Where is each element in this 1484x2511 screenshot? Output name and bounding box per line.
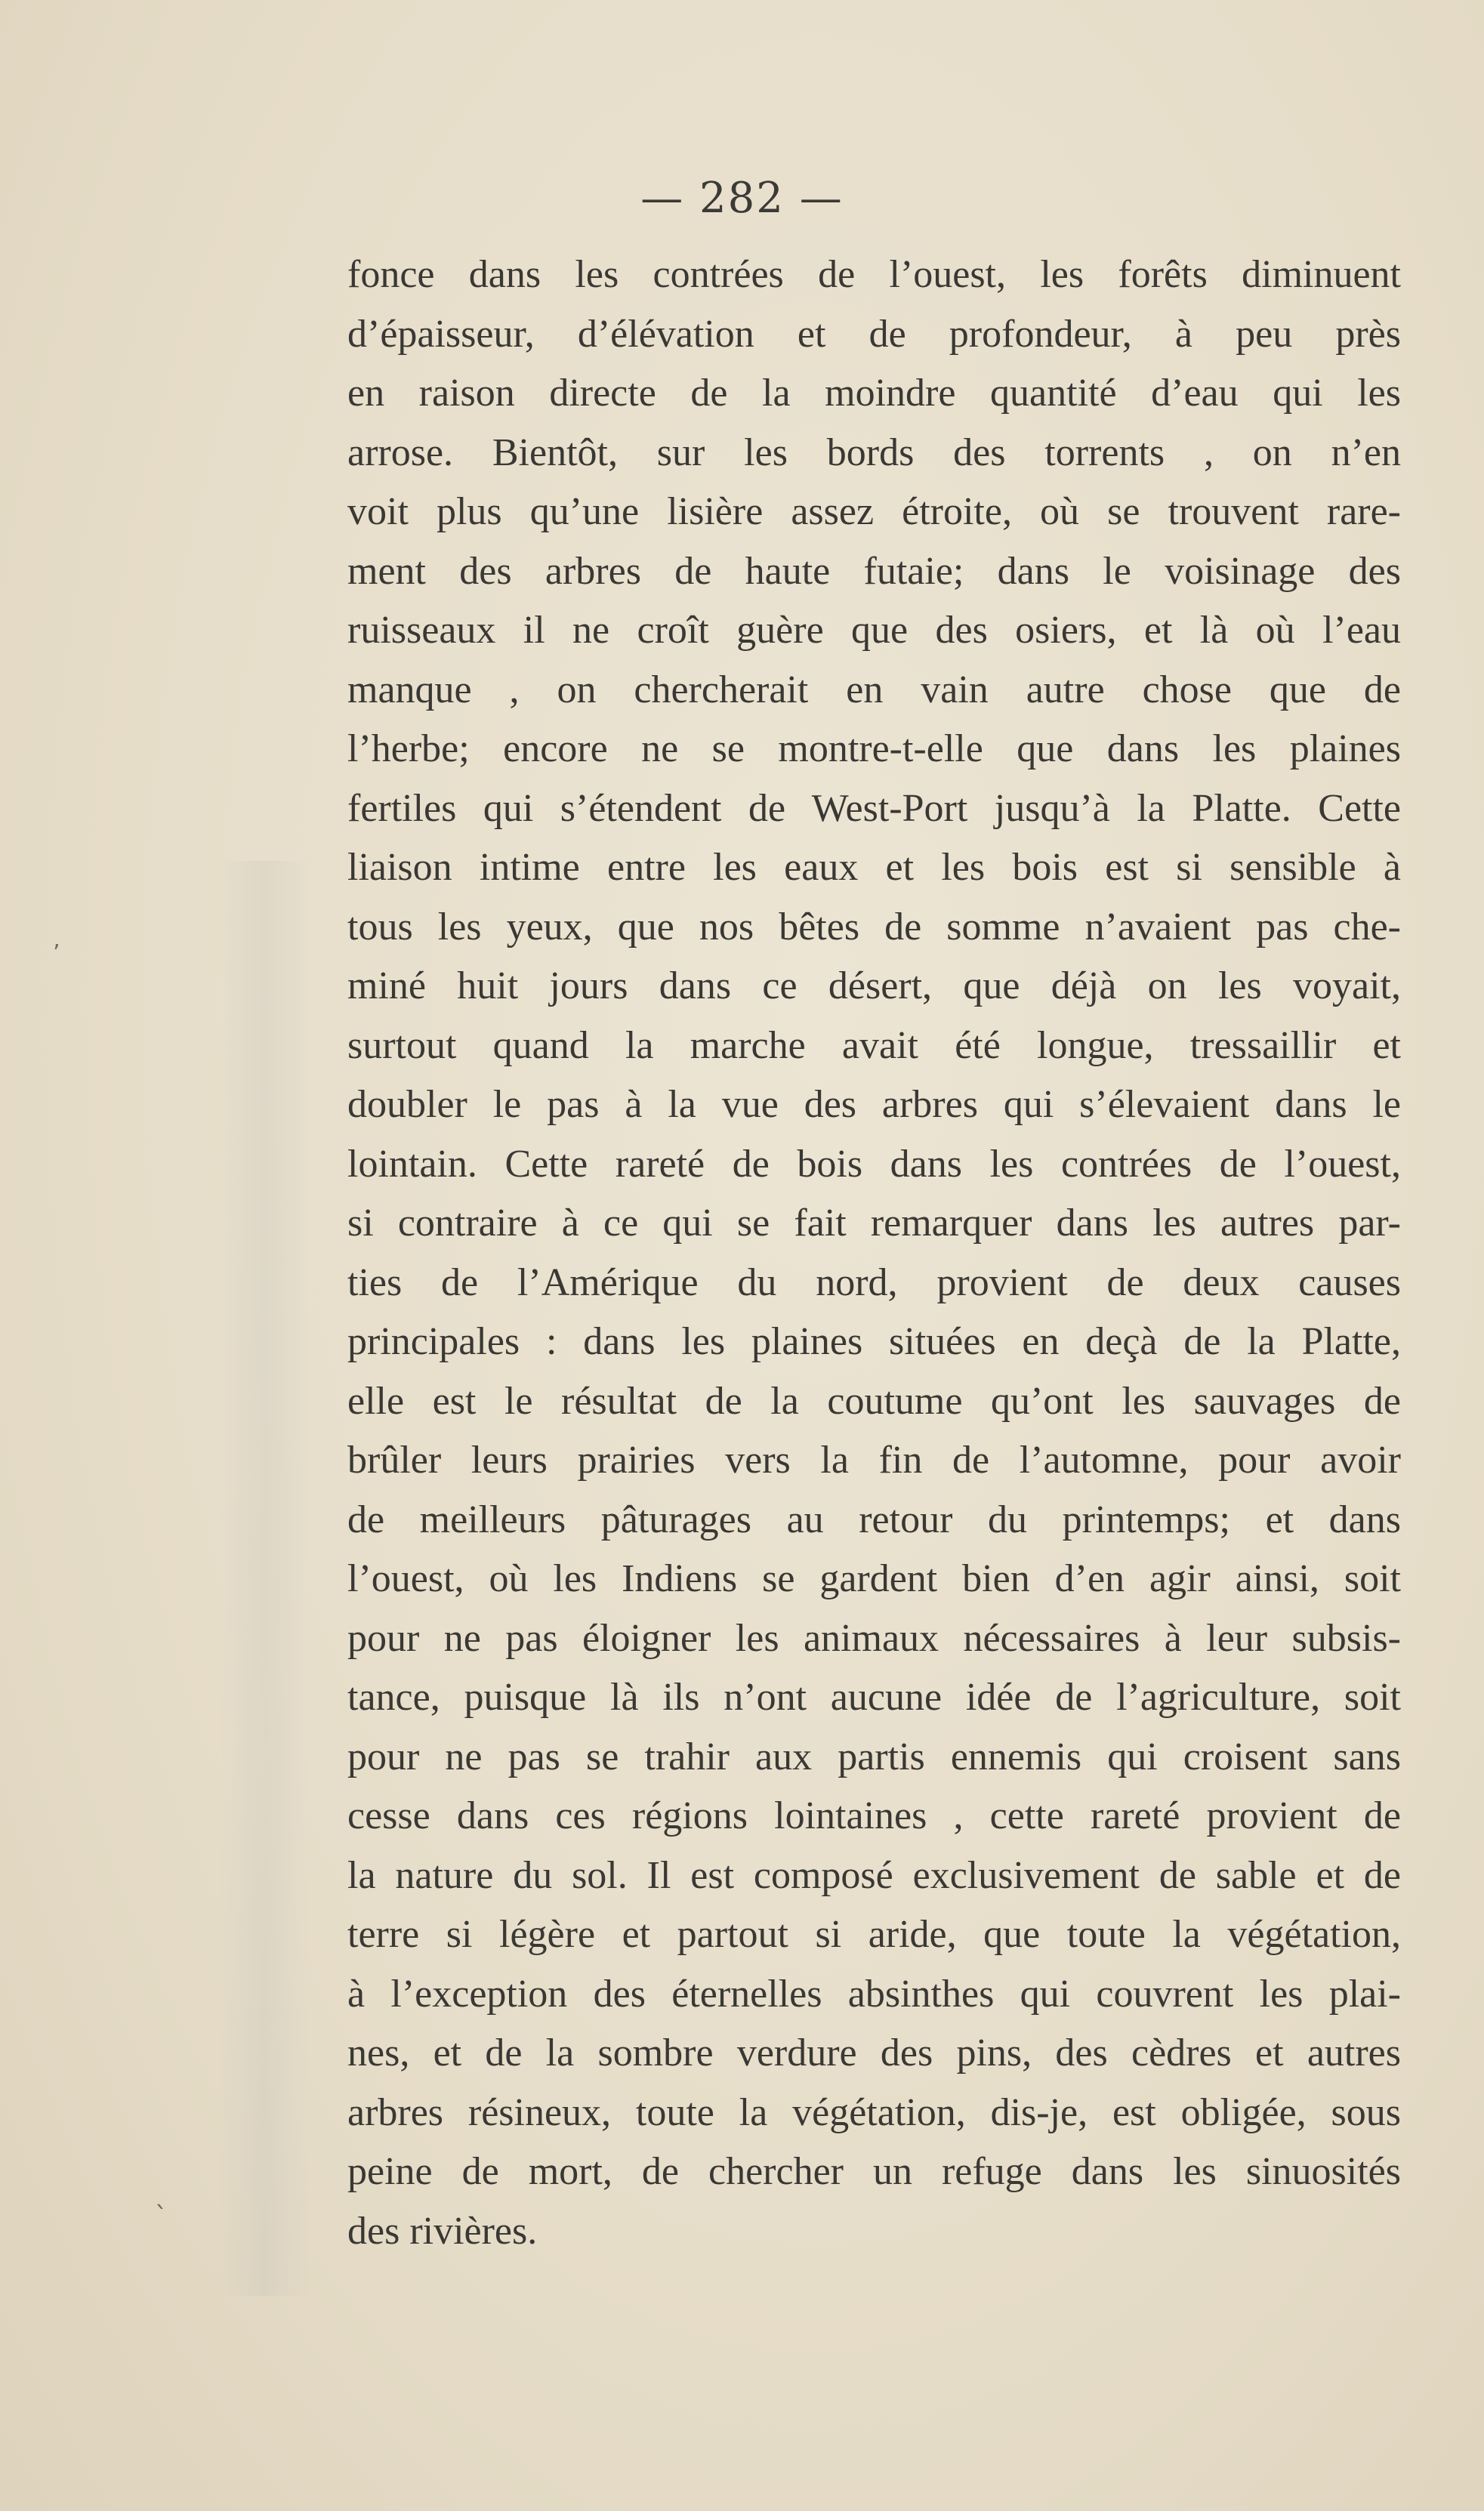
- text-line: manque , on chercherait en vain autre chose que de: [347, 668, 1401, 711]
- text-line: à l’exception des éternelles absinthes qui couvrent les plai-: [347, 1972, 1401, 2016]
- paper-speck: ˋ: [155, 2201, 168, 2232]
- text-line: nes, et de la sombre verdure des pins, des cèdres et autres: [347, 2031, 1401, 2075]
- text-line: cesse dans ces régions lointaines , cette rareté provient de: [347, 1794, 1401, 1837]
- text-body: [347, 245, 1401, 2261]
- text-line: fonce dans les contrées de l’ouest, les forêts diminuent: [347, 253, 1401, 296]
- text-line: ruisseaux il ne croît guère que des osiers, et là où l’eau: [347, 609, 1401, 652]
- text-line: peine de mort, de chercher un refuge dans les sinuosités: [347, 2150, 1401, 2193]
- show-through-bleed: [219, 861, 310, 2296]
- text-line: elle est le résultat de la coutume qu’ont les sauvages de: [347, 1379, 1401, 1423]
- text-line: surtout quand la marche avait été longue, tressaillir et: [347, 1023, 1401, 1067]
- text-line: doubler le pas à la vue des arbres qui s’élevaient dans le: [347, 1083, 1401, 1126]
- text-line: arbres résineux, toute la végétation, dis-je, est obligée, sous: [347, 2090, 1401, 2134]
- text-line: tance, puisque là ils n’ont aucune idée de l’agriculture, soit: [347, 1676, 1401, 1719]
- text-line: des rivières.: [347, 2209, 538, 2253]
- page-number: — 282 —: [640, 174, 844, 223]
- text-line: l’ouest, où les Indiens se gardent bien d’en agir ainsi, soit: [347, 1557, 1401, 1600]
- text-line: liaison intime entre les eaux et les bois est si sensible à: [347, 846, 1401, 889]
- text-line: ties de l’Amérique du nord, provient de deux causes: [347, 1260, 1401, 1304]
- text-line: pour ne pas éloigner les animaux nécessaires à leur subsis-: [347, 1616, 1401, 1660]
- text-line: l’herbe; encore ne se montre-t-elle que dans les plaines: [347, 727, 1401, 770]
- text-line: voit plus qu’une lisière assez étroite, où se trouvent rare-: [347, 490, 1401, 533]
- text-line: tous les yeux, que nos bêtes de somme n’avaient pas che-: [347, 905, 1401, 949]
- text-line: fertiles qui s’étendent de West-Port jusqu’à la Platte. Cette: [347, 786, 1401, 830]
- paper-speck: ʼ: [53, 940, 60, 967]
- text-line: la nature du sol. Il est composé exclusivement de sable et de: [347, 1853, 1401, 1897]
- text-line: arrose. Bientôt, sur les bords des torrents , on n’en: [347, 430, 1401, 474]
- text-line: pour ne pas se trahir aux partis ennemis qui croisent sans: [347, 1735, 1401, 1778]
- text-line: lointain. Cette rareté de bois dans les contrées de l’ouest,: [347, 1142, 1401, 1186]
- text-line: principales : dans les plaines situées en deçà de la Platte,: [347, 1320, 1401, 1363]
- text-line: d’épaisseur, d’élévation et de profondeur, à peu près: [347, 312, 1401, 356]
- text-line: de meilleurs pâturages au retour du printemps; et dans: [347, 1498, 1401, 1541]
- text-line: terre si légère et partout si aride, que toute la végétation,: [347, 1913, 1401, 1956]
- text-line: si contraire à ce qui se fait remarquer dans les autres par-: [347, 1202, 1401, 1245]
- text-line: miné huit jours dans ce désert, que déjà on les voyait,: [347, 964, 1401, 1007]
- text-line: ment des arbres de haute futaie; dans le voisinage des: [347, 549, 1401, 593]
- text-line: brûler leurs prairies vers la fin de l’automne, pour avoir: [347, 1439, 1401, 1482]
- text-line: en raison directe de la moindre quantité d’eau qui les: [347, 372, 1401, 415]
